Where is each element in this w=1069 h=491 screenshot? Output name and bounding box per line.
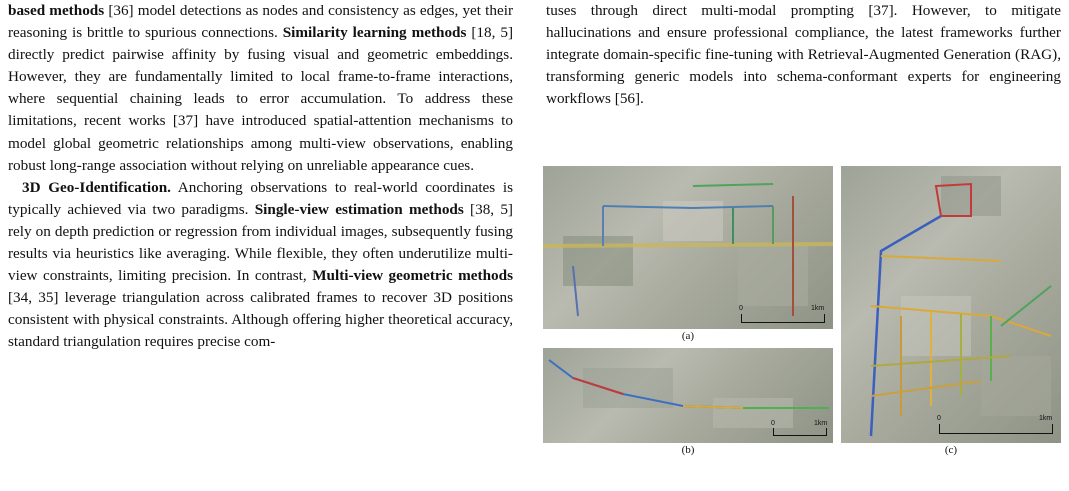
figure-caption-c: (c) [944, 444, 958, 456]
scale-label-end: 1km [1039, 415, 1053, 422]
scale-label-end: 1km [811, 305, 825, 312]
trajectory-map-figure [543, 166, 1061, 466]
scale-bar [939, 424, 1053, 434]
paragraph-heading: 3D Geo-Identification. [22, 178, 171, 196]
figure-caption-b: (b) [681, 444, 695, 456]
related-work-paragraph-association: based methods [36] model detections as nodes and consistency as edges, yet their reasoning is brittle to spurious connections. Similarity learning methods [18, 5] directly predict pairwise affinity by fusing visual and geometric embeddings. However, they are fundamentally limited to local frame-to-frame interactions, where sequential chaining leads to error accumulation. To address these limitations, recent works [37] have introduced spatial-attention mechanisms to model global geometric relationships among multi-view observations, enabling robust long-range association without relying on unreliable appearance cues. [8, 2, 513, 174]
scale-label-zero: 0 [937, 415, 941, 422]
scale-bar [773, 428, 827, 436]
satellite-map-panel-b [543, 348, 833, 443]
right-column [546, 0, 1061, 110]
bold-term: based methods [8, 2, 105, 19]
bold-term: Multi-view geometric methods [312, 267, 513, 285]
scale-label-zero: 0 [739, 305, 743, 312]
bold-term: Similarity learning methods [282, 24, 467, 42]
figure-caption-a: (a) [681, 330, 695, 342]
scale-label-zero: 0 [771, 420, 775, 427]
bold-term: Single-view estimation methods [254, 200, 464, 218]
satellite-map-panel-a [543, 166, 833, 329]
left-column [8, 0, 513, 354]
related-work-paragraph-vlm: tuses through direct multi-modal prompting [37]. However, to mitigate hallucinations and ensure professional compliance, the latest frameworks further integrate domain-specific fine-tuning with Retrieval-Augmented Generation (RAG), transforming generic models into schema-conformant experts for engineering workflows [56]. [546, 2, 1061, 108]
satellite-map-panel-c [841, 166, 1061, 443]
scale-label-end: 1km [814, 420, 828, 427]
related-work-paragraph-geo-identification: 3D Geo-Identification. Anchoring observations to real-world coordinates is typically achieved via two paradigms. Single-view estimation methods [38, 5] rely on depth prediction or regression from individual images, subsequently fusing results via heuristics like averaging. While flexible, they often underutilize multi-view constraints, limiting precision. In contrast, Multi-view geometric methods [34, 35] leverage triangulation across calibrated frames to recover 3D positions consistent with physical constraints. Although offering higher theoretical accuracy, standard triangulation requires precise com- [8, 178, 513, 351]
scale-bar [741, 314, 825, 323]
